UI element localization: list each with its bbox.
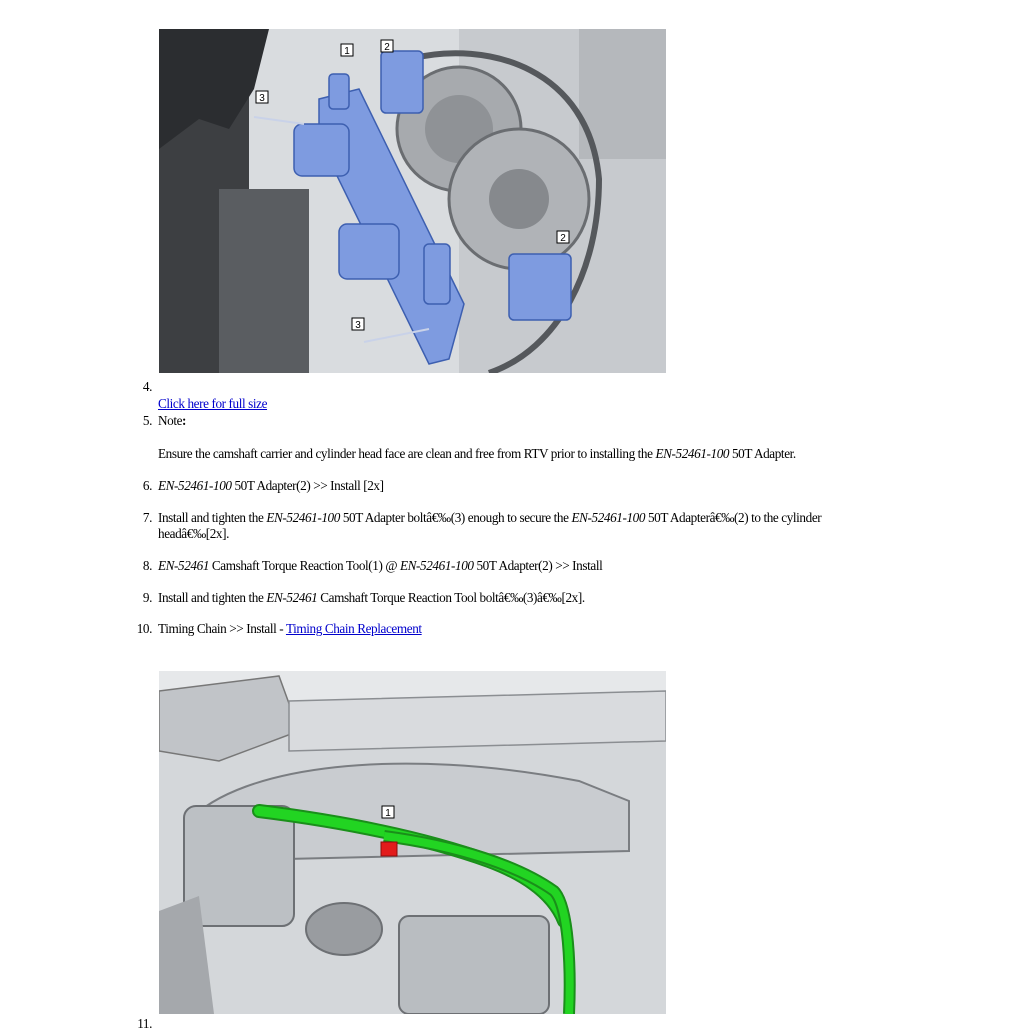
tool-number: EN-52461-100 [655,446,730,461]
step-number: 4. [142,379,152,394]
callout-3: 3 [259,93,265,104]
step-number: 10. [136,621,152,636]
tool-number-2: EN-52461-100 [400,558,474,573]
callout-1: 1 [344,46,350,57]
tool-number: EN-52461-100 [158,478,232,493]
note-colon: : [182,413,187,428]
tool-number: EN-52461-100 [266,510,340,525]
step-number: 5. [142,413,152,428]
illustration-hose [159,671,666,1014]
tool-number-2: EN-52461-100 [571,510,646,525]
full-size-link[interactable]: Click here for full size [158,396,268,411]
step-number: 11. [137,1016,152,1031]
callout-1: 1 [385,808,391,819]
step-number: 6. [142,478,152,493]
note-label: Note [158,413,183,428]
callout-markers [382,806,394,819]
timing-chain-replacement-link[interactable]: Timing Chain Replacement [285,621,422,636]
callout-3b: 3 [355,320,361,331]
step-number: 8. [142,558,152,573]
callout-2b: 2 [560,233,566,244]
tool-number: EN-52461 [158,558,210,573]
callout-2: 2 [384,42,390,53]
step-number: 9. [142,590,152,605]
step-number: 7. [142,510,152,525]
tool-number: EN-52461 [266,590,318,605]
engine-illustration-1 [159,29,666,373]
illustration-adapter-install [159,29,666,373]
engine-illustration-2 [159,671,666,1014]
